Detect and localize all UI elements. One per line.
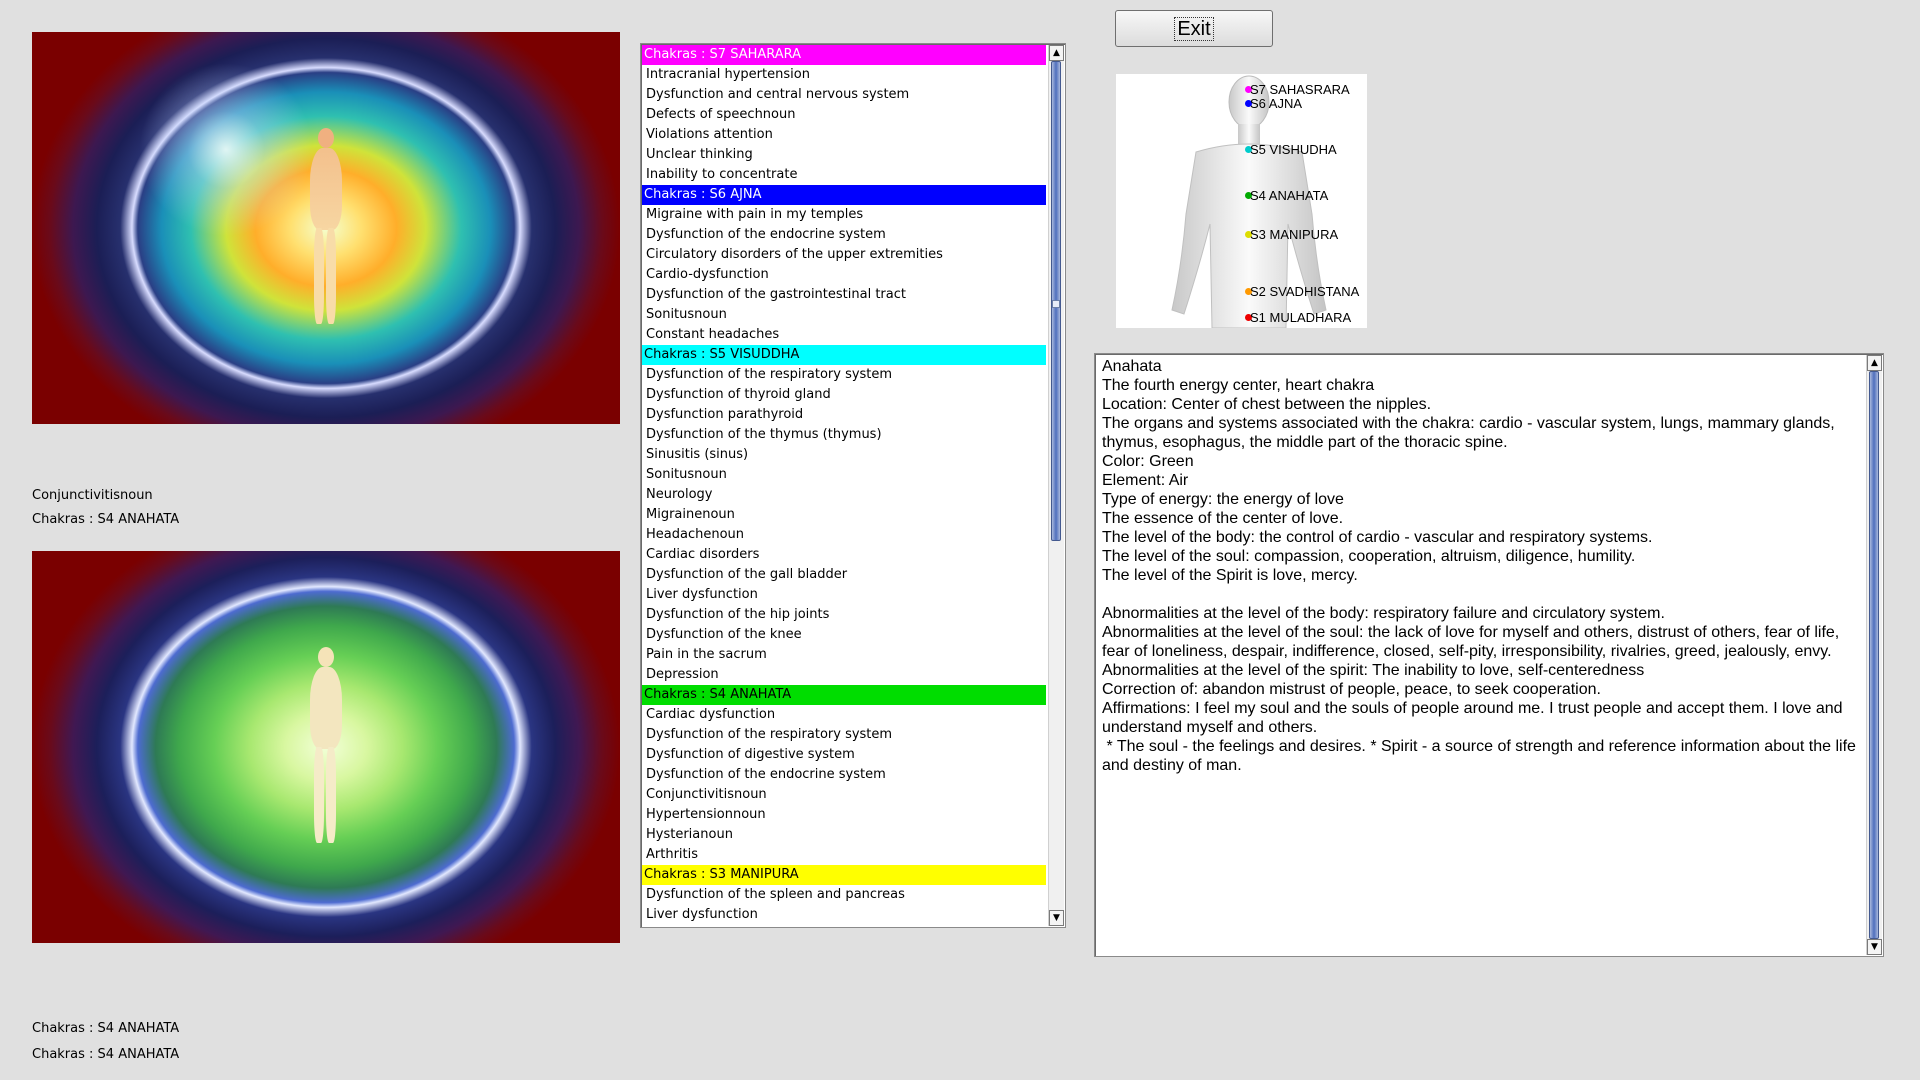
aura-image-top	[32, 32, 620, 424]
scroll-down-icon[interactable]: ▼	[1867, 939, 1882, 955]
symptom-row[interactable]: Hysterianoun	[646, 827, 733, 842]
chakra-point-label: S4 ANAHATA	[1250, 188, 1329, 203]
symptom-row[interactable]: Sonitusnoun	[646, 307, 727, 322]
scroll-down-icon[interactable]: ▼	[1049, 910, 1064, 926]
symptom-row[interactable]: Violations attention	[646, 127, 773, 142]
selected-chakra-label: Chakras : S4 ANAHATA	[32, 512, 180, 527]
symptom-list[interactable]	[640, 43, 1066, 928]
symptom-row[interactable]: Dysfunction of the gall bladder	[646, 567, 848, 582]
chakra-point-label: S1 MULADHARA	[1250, 310, 1352, 325]
symptom-row[interactable]: Dysfunction of thyroid gland	[646, 387, 831, 402]
symptom-row[interactable]: Dysfunction and central nervous system	[646, 87, 910, 102]
symptom-row[interactable]: Dysfunction parathyroid	[646, 407, 804, 422]
symptom-row[interactable]: Sinusitis (sinus)	[646, 447, 749, 462]
symptom-row[interactable]: Dysfunction of the hip joints	[646, 607, 830, 622]
symptom-row[interactable]: Dysfunction of the respiratory system	[646, 727, 893, 742]
symptom-row[interactable]: Dysfunction of the endocrine system	[646, 767, 886, 782]
chakra-header-row[interactable]: Chakras : S4 ANAHATA	[642, 685, 1046, 705]
scroll-thumb[interactable]	[1869, 371, 1879, 939]
chakra-point-label: S2 SVADHISTANA	[1250, 284, 1360, 299]
symptom-row[interactable]: Defects of speechnoun	[646, 107, 796, 122]
human-figure-bottom	[304, 647, 348, 847]
chakra-header-row[interactable]: Chakras : S5 VISUDDHA	[642, 345, 1046, 365]
symptom-row[interactable]: Conjunctivitisnoun	[646, 787, 767, 802]
symptom-row[interactable]: Sonitusnoun	[646, 467, 727, 482]
status-label-2: Chakras : S4 ANAHATA	[32, 1047, 180, 1062]
chakra-body-map[interactable]	[1116, 74, 1367, 328]
chakra-header-row[interactable]: Chakras : S7 SAHARARA	[642, 45, 1046, 65]
symptom-row[interactable]: Migraine with pain in my temples	[646, 207, 864, 222]
list-scrollbar[interactable]	[1048, 45, 1064, 926]
status-label-1: Chakras : S4 ANAHATA	[32, 1021, 180, 1036]
symptom-row[interactable]: Dysfunction of the spleen and pancreas	[646, 887, 905, 902]
symptom-row[interactable]: Cardiac disorders	[646, 547, 760, 562]
symptom-row[interactable]: Cardiac dysfunction	[646, 707, 776, 722]
exit-button[interactable]	[1115, 10, 1273, 47]
symptom-row[interactable]: Dysfunction of the gastrointestinal tract	[646, 287, 906, 302]
symptom-row[interactable]: Cardio-dysfunction	[646, 267, 769, 282]
symptom-row[interactable]: Dysfunction of the thymus (thymus)	[646, 427, 882, 442]
symptom-row[interactable]: Depression	[646, 667, 719, 682]
symptom-row[interactable]: Dysfunction of the knee	[646, 627, 802, 642]
symptom-row[interactable]: Dysfunction of the respiratory system	[646, 367, 893, 382]
symptom-row[interactable]: Liver dysfunction	[646, 907, 758, 922]
symptom-row[interactable]: Intracranial hypertension	[646, 67, 810, 82]
symptom-row[interactable]: Arthritis	[646, 847, 699, 862]
chakra-point-label: S3 MANIPURA	[1250, 227, 1339, 242]
symptom-list-items	[642, 45, 1046, 925]
symptom-row[interactable]: Dysfunction of the endocrine system	[646, 227, 886, 242]
symptom-row[interactable]: Pain in the sacrum	[646, 647, 767, 662]
exit-button-label: Exit	[1174, 17, 1213, 41]
description-scrollbar[interactable]	[1866, 355, 1882, 955]
chakra-point-label: S5 VISHUDHA	[1250, 142, 1337, 157]
chakra-header-row[interactable]: Chakras : S6 AJNA	[642, 185, 1046, 205]
symptom-row[interactable]: Neurology	[646, 487, 713, 502]
scroll-up-icon[interactable]: ▲	[1049, 45, 1064, 61]
symptom-row[interactable]: Headachenoun	[646, 527, 745, 542]
symptom-row[interactable]: Inability to concentrate	[646, 167, 798, 182]
selected-symptom-label: Conjunctivitisnoun	[32, 488, 153, 503]
aura-image-bottom	[32, 551, 620, 943]
human-figure-top	[304, 128, 348, 328]
chakra-header-row[interactable]: Chakras : S3 MANIPURA	[642, 865, 1046, 885]
symptom-row[interactable]: Circulatory disorders of the upper extremities	[646, 247, 943, 262]
scroll-position-marker	[1052, 300, 1060, 308]
chakra-point-label: S6 AJNA	[1250, 96, 1303, 111]
scroll-up-icon[interactable]: ▲	[1867, 355, 1882, 371]
chakra-description[interactable]	[1094, 353, 1884, 957]
symptom-row[interactable]: Liver dysfunction	[646, 587, 758, 602]
chakra-point-label: S7 SAHASRARA	[1250, 82, 1350, 97]
symptom-row[interactable]: Hypertensionnoun	[646, 807, 766, 822]
symptom-row[interactable]: Constant headaches	[646, 327, 780, 342]
symptom-row[interactable]: Dysfunction of digestive system	[646, 747, 855, 762]
symptom-row[interactable]: Unclear thinking	[646, 147, 753, 162]
symptom-row[interactable]: Migrainenoun	[646, 507, 735, 522]
chakra-description-text: Anahata The fourth energy center, heart chakra Location: Center of chest between the nipples. The organs and systems associated with the chakra: cardio - vascular system, lungs, mammary glands, thymus, esophagus, the middle part of the thoracic spine. Color: Green Element: Air Type of energy: the energy of love The essence of the center of love. The level of the body: the control of cardio - vascular and respiratory systems. The level of the soul: compassion, cooperation, altruism, diligence, humility. The level of the Spirit is love, mercy. Abnormalities at the level of the body: respiratory failure and circulatory system. Abnormalities at the level of the soul: the lack of love for myself and others, distrust of others, fear of life, fear of loneliness, despair, indifference, closed, self-pity, irresponsibility, rivalries, greed, jealously, envy. Abnormalities at the level of the spirit: The inability to love, self-centeredness Correction of: abandon mistrust of people, peace, to seek cooperation. Affirmations: I feel my soul and the souls of people around me. I trust people and accept them. I love and understand myself and others. * The soul - the feelings and desires. * Spirit - a source of strength and reference information about the life and destiny of man.	[1102, 358, 1856, 774]
